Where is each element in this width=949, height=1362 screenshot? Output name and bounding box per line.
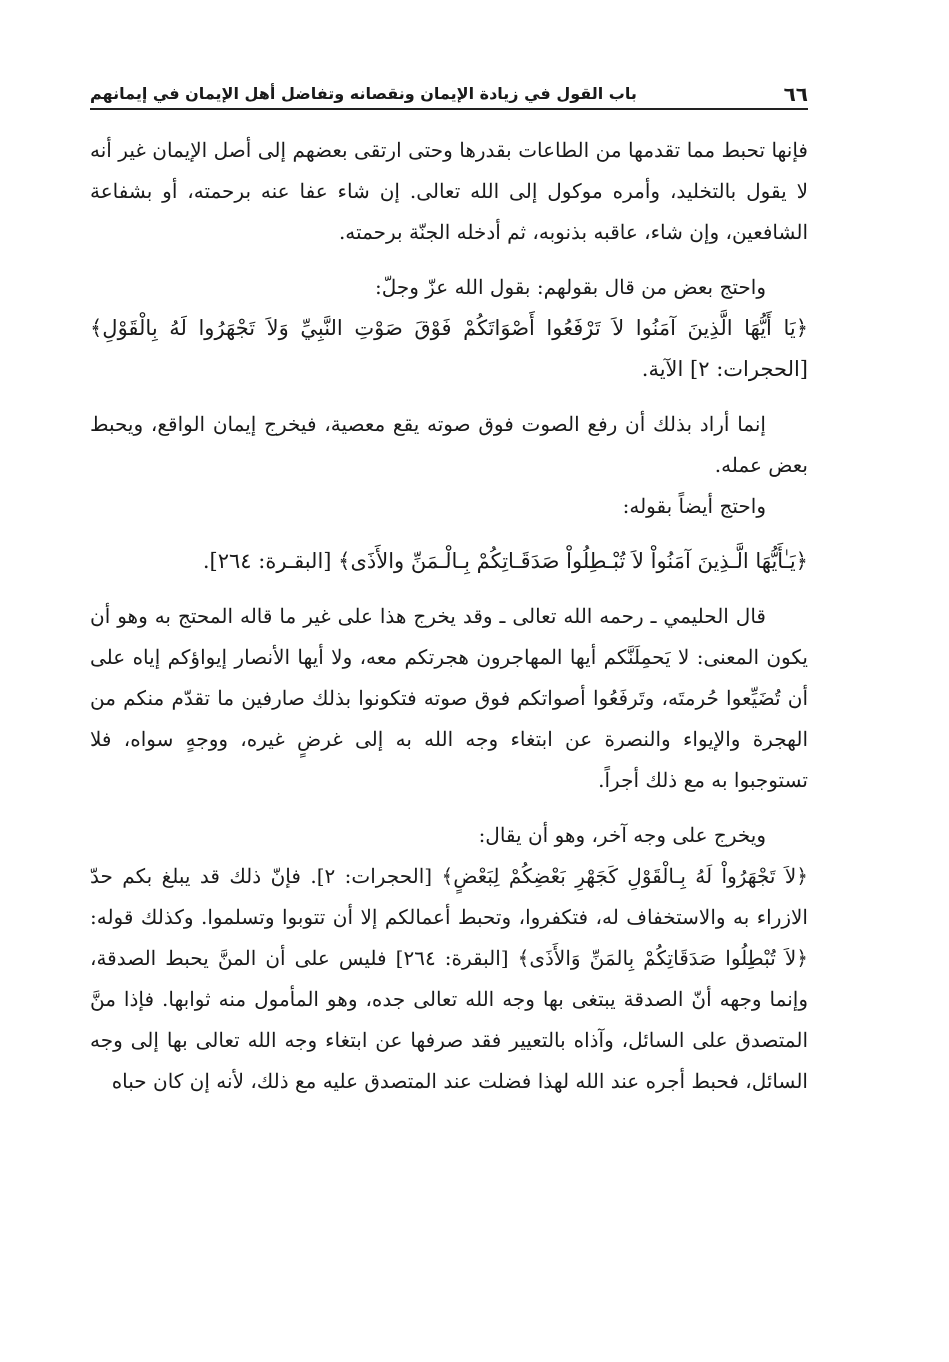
book-page [90,78,808,1116]
paragraph-group-3 [90,404,808,527]
running-header [90,78,808,110]
paragraph-group-2 [90,267,808,390]
page-number: ٦٦ [776,80,808,108]
paragraph-group-5 [90,596,808,801]
paragraph-5: واحتج أيضاً بقوله: [622,494,766,518]
paragraph-8: ويخرج على وجه آخر، وهو أن يقال: [478,823,766,847]
paragraph-1: فإنها تحبط مما تقدمها من الطاعات بقدرها وحتى ارتقى بعضهم إلى أصل الإيمان غير أنه لا يقول بالتخليد، وأمره موكول إلى الله تعالى. إن شاء عفا عنه برحمته، أو بشفاعة الشافعين، وإن شاء، عاقبه بذنوبه، ثم أدخله الجنّة برحمته. [90,138,808,244]
paragraph-group-6 [90,815,808,1102]
paragraph-2: واحتج بعض من قال بقولهم: بقول الله عزّ وجلّ: [374,275,766,299]
running-title: باب القول في زيادة الإيمان ونقصانه وتفاضل أهل الإيمان في إيمانهم [90,84,637,103]
paragraph-group-4 [90,541,808,582]
quran-verse-1: ﴿يَا أَيُّهَا الَّذِينَ آمَنُوا لاَ تَرْفَعُوا أَصْوَاتَكُمْ فَوْقَ صَوْتِ النَّبِيِّ وَلاَ تَجْهَرُوا لَهُ بِالْقَوْلِ﴾ [الحجرات: ٢] الآية. [90,316,808,381]
paragraph-group-1 [90,130,808,253]
quran-verse-2: ﴿يَـٰأَيُّهَا الَّـذِينَ آمَنُواْ لاَ تُبْـطِلُواْ صَدَقَـاتِكُمْ بِـالْـمَنِّ والأَذَى﴾ [البقـرة: ٢٦٤]. [202,549,808,573]
paragraph-4: إنما أراد بذلك أن رفع الصوت فوق صوته يقع معصية، فيخرج إيمان الواقع، ويحبط بعض عمله. [90,412,808,477]
paragraph-7: قال الحليمي ـ رحمه الله تعالى ـ وقد يخرج هذا على غير ما قاله المحتج به وهو أن يكون المعنى: لا يَحمِلَنَّكم أيها المهاجرون هجرتكم معه، ولا أيها الأنصار إيواؤكم إياه على أن تُضَيِّعوا حُرمتَه، وتَرفَعُوا أصواتكم فوق صوته فتكونوا بذلك صارفين ما تقدّم منكم من الهجرة والإيواء والنصرة عن ابتغاء وجه الله به إلى غرضٍ غيره، ووجهٍ سواه، فلا تستوجبوا به مع ذلك أجراً. [90,604,808,792]
paragraph-9: ﴿لاَ تَجْهَرُواْ لَهُ بِـالْقَوْلِ كَجَهْرِ بَعْضِكُمْ لِبَعْضٍ﴾ [الحجرات: ٢]. فإنّ ذلك قد يبلغ بكم حدّ الازراء به والاستخفاف له، فتكفروا، وتحبط أعمالكم إلا أن تتوبوا وتسلموا. وكذلك قوله: ﴿لاَ تُبْطِلُوا صَدَقَاتِكُمْ بِالمَنِّ وَالأَذَى﴾ [البقرة: ٢٦٤] فليس على أن المنَّ يحبط الصدقة، وإنما وجهه أنّ الصدقة يبتغى بها وجه الله تعالى جده، وهو المأمول منه ثوابها. فإذا منَّ المتصدق على السائل، وآذاه بالتعيير فقد صرفها عن ابتغاء وجه الله تعالى بها إلى وجه السائل، فحبط أجره عند الله لهذا فضلت عند المتصدق عليه مع ذلك، لأنه إن كان حباه [90,864,808,1093]
